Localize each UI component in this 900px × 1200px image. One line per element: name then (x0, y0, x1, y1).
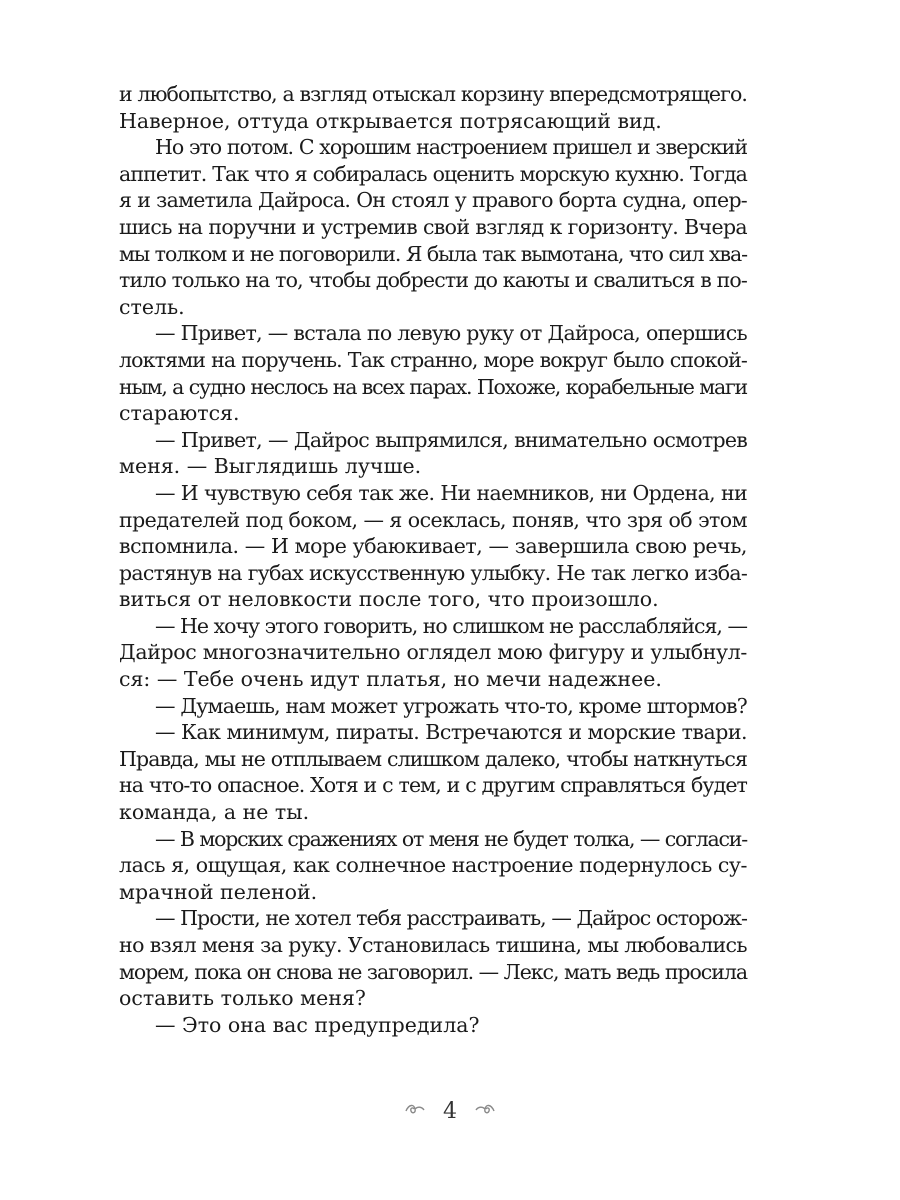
text-line: — И чувствую себя так же. Ни наемников, ни Ордена, ни (155, 480, 747, 505)
paragraph (119, 826, 747, 906)
text-line: Наверное, оттуда открывается потрясающий вид. (119, 108, 662, 133)
text-line: морем, пока он снова не заговорил. — Лекс, мать ведь просила (119, 959, 747, 984)
text-line: Дайрос многозначительно оглядел мою фигуру и улыбнул- (119, 640, 747, 665)
paragraph (119, 1012, 747, 1039)
text-line: команда, а не ты. (119, 800, 310, 825)
text-line: — Не хочу этого говорить, но слишком не расслабляйся, — (155, 613, 747, 638)
text-line: стель. (119, 294, 185, 319)
text-line: — Привет, — Дайрос выпрямился, внимательно осмотрев (155, 427, 747, 452)
text-line: виться от неловкости после того, что произошло. (119, 587, 659, 612)
text-line: Правда, мы не отплываем слишком далеко, чтобы наткнуться (119, 746, 747, 771)
right-ornament-icon (474, 1097, 496, 1127)
text-line: меня. — Выглядишь лучше. (119, 454, 422, 479)
paragraph (119, 427, 747, 480)
paragraph (119, 905, 747, 1011)
paragraph (119, 320, 747, 426)
page-footer (0, 1097, 900, 1127)
text-line: — Как минимум, пираты. Встречаются и морские твари. (155, 720, 747, 745)
text-line: — Прости, не хотел тебя расстраивать, — Дайрос осторож- (155, 906, 747, 931)
text-line: шись на поручни и устремив свой взгляд к горизонту. Вчера (119, 214, 747, 239)
text-line: и любопытство, а взгляд отыскал корзину впередсмотрящего. (119, 82, 747, 106)
body-text (119, 81, 747, 1038)
text-line: локтями на поручень. Так странно, море вокруг было спокой- (119, 347, 747, 372)
text-line: Но это потом. С хорошим настроением пришел и зверский (155, 135, 747, 160)
text-line: — Привет, — встала по левую руку от Дайроса, опершись (155, 321, 747, 346)
text-line: мы толком и не поговорили. Я была так вымотана, что сил хва- (119, 241, 747, 266)
text-line: оставить только меня? (119, 986, 366, 1011)
text-line: я и заметила Дайроса. Он стоял у правого борта судна, опер- (119, 188, 747, 213)
text-line: стараются. (119, 401, 240, 426)
text-line: на что-то опасное. Хотя и с тем, и с другим справляться будет (119, 773, 747, 798)
text-line: ным, а судно неслось на всех парах. Похоже, корабельные маги (119, 374, 747, 399)
paragraph (119, 613, 747, 693)
paragraph (119, 693, 747, 720)
text-line: ся: — Тебе очень идут платья, но мечи надежнее. (119, 667, 662, 692)
text-line: лась я, ощущая, как солнечное настроение подернулось су- (119, 853, 747, 878)
text-line: — В морских сражениях от меня не будет толка, — согласи- (155, 826, 747, 851)
paragraph (119, 81, 747, 134)
text-line: растянув на губах искусственную улыбку. Не так легко изба- (119, 560, 747, 585)
text-line: тило только на то, чтобы добрести до каюты и свалиться в по- (119, 268, 747, 293)
text-line: — Думаешь, нам может угрожать что-то, кроме штормов? (155, 693, 747, 718)
paragraph (119, 719, 747, 825)
left-ornament-icon (404, 1097, 426, 1127)
text-line: вспомнила. — И море убаюкивает, — завершила свою речь, (119, 534, 747, 559)
text-line: мрачной пеленой. (119, 879, 318, 904)
page-number: 4 (443, 1099, 457, 1124)
text-line: предателей под боком, — я осеклась, поняв, что зря об этом (119, 507, 747, 532)
paragraph (119, 134, 747, 320)
paragraph (119, 480, 747, 613)
text-line: аппетит. Так что я собиралась оценить морскую кухню. Тогда (119, 161, 747, 186)
text-line: но взял меня за руку. Установилась тишина, мы любовались (119, 933, 747, 957)
text-line: — Это она вас предупредила? (155, 1012, 480, 1037)
